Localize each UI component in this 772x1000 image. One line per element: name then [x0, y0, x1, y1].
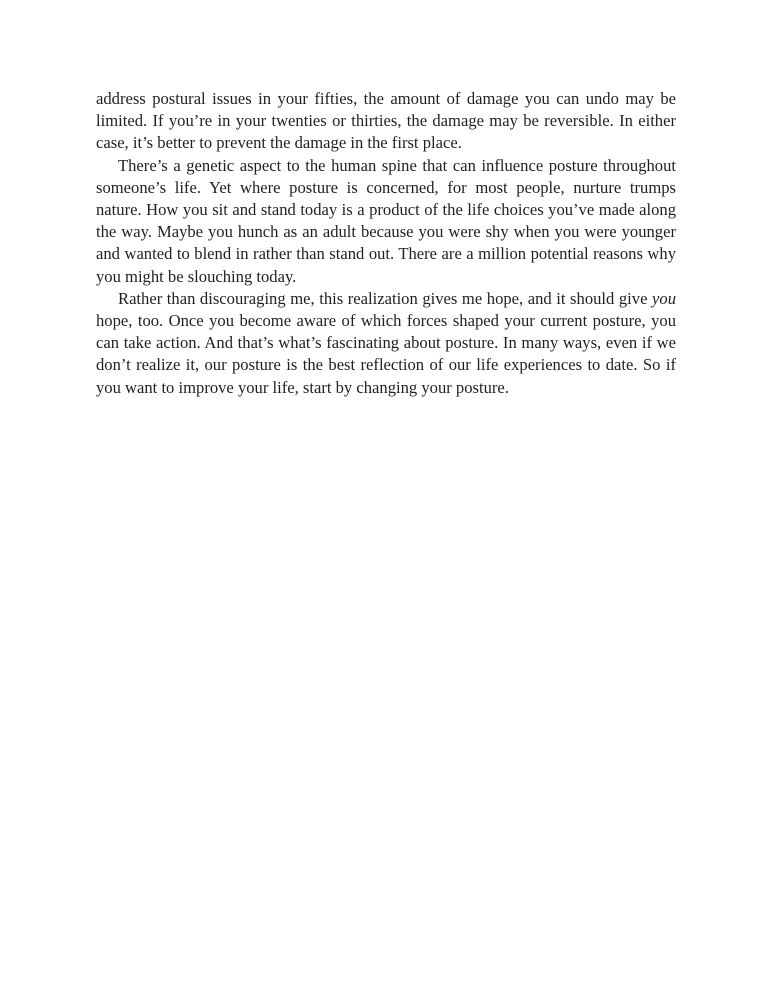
paragraph-3	[96, 288, 676, 399]
paragraph-3-emphasis: you	[652, 288, 676, 308]
paragraph-1: address postural issues in your fifties, the amount of damage you can undo may be limited. If you’re in your twenties or thirties, the damage may be reversible. In either case, it’s better to prevent the damage in the first place.	[96, 89, 676, 153]
paragraph-3-lead: Rather than discouraging me, this realization gives me hope, and it should give	[118, 288, 653, 308]
paragraph-3-rest: hope, too. Once you become aware of which forces shaped your current posture, you can take action. And that’s what’s fascinating about posture. In many ways, even if we don’t realize it, our posture is the best reflection of our life experiences to date. So if you want to improve your life, start by changing your posture.	[96, 311, 676, 397]
paragraph-2: There’s a genetic aspect to the human spine that can influence posture throughout someone’s life. Yet where posture is concerned, for most people, nurture trumps nature. How you sit and stand today is a product of the life choices you’ve made along the way. Maybe you hunch as an adult because you were shy when you were younger and wanted to blend in rather than stand out. There are a million potential reasons why you might be slouching today.	[96, 155, 676, 286]
page-body	[96, 88, 676, 399]
